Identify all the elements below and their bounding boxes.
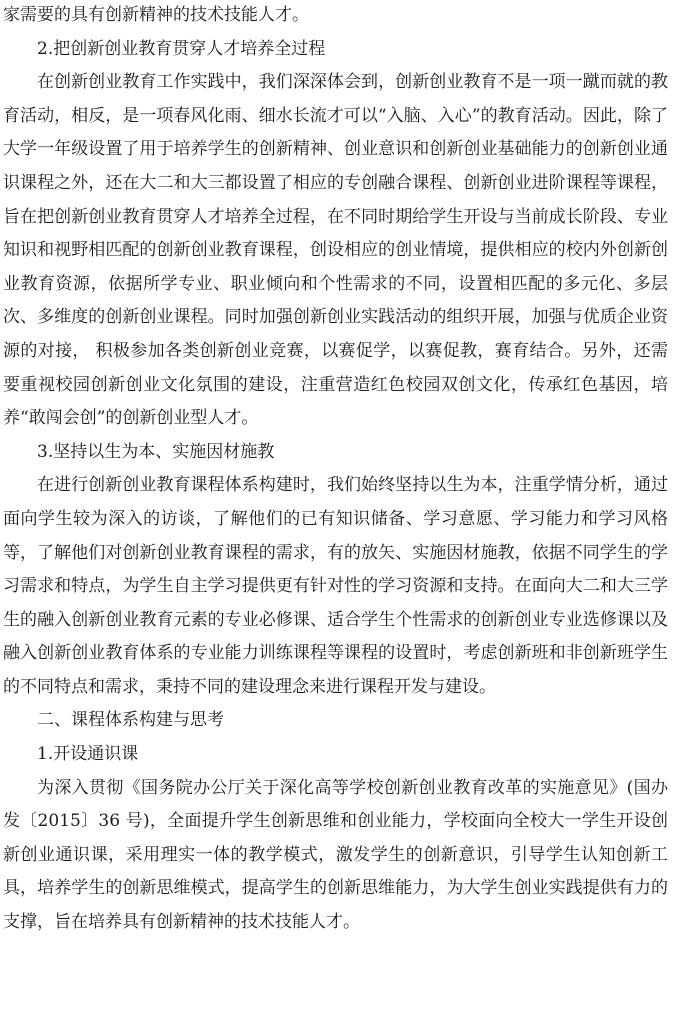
section-heading-1: 1.开设通识课 — [37, 744, 139, 765]
paragraph-body: 在进行创新创业教育课程体系构建时，我们始终坚持以生为本，注重学情分析，通过面向学生较为深入的访谈，了解他们的已有知识储备、学习意愿、学习能力和学习风格等，了解他们对创新创业教育课程的需求，有的放矢、实施因材施教，依据不同学生的学习需求和特点，为学生自主学习提供更有针对性的学习资源和支持。在面向大二和大三学生的融入创新创业教育元素的专业必修课、适合学生个性需求的创新创业专业选修课以及融入创新创业教育体系的专业能力训练课程等课程的设置时，考虑创新班和非创新班学生的不同特点和需求，秉持不同的建设理念来进行课程开发与建设。 — [3, 475, 668, 697]
paragraph-body: 为深入贯彻《国务院办公厅关于深化高等学校创新创业教育改革的实施意见》(国办发〔2015〕36 号)，全面提升学生创新思维和创业能力，学校面向全校大一学生开设创新创业通识课，采用理实一体的教学模式，激发学生的创新意识，引导学生认知创新工具，培养学生的创新思维模式，提高学生的创新思维能力，为大学生创业实践提供有力的支撑，旨在培养具有创新精神的技术技能人才。 — [3, 777, 668, 933]
paragraph-continuation: 家需要的具有创新精神的技术技能人才。 — [3, 5, 309, 25]
chapter-heading: 二、课程体系构建与思考 — [37, 710, 224, 731]
section-heading-2: 2.把创新创业教育贯穿人才培养全过程 — [37, 38, 326, 59]
document-body — [3, 0, 668, 940]
section-heading-3: 3.坚持以生为本、实施因材施教 — [37, 441, 275, 462]
paragraph-body: 在创新创业教育工作实践中，我们深深体会到，创新创业教育不是一项一蹴而就的教育活动，相反，是一项春风化雨、细水长流才可以“入脑、入心”的教育活动。因此，除了大学一年级设置了用于培养学生的创新精神、创业意识和创新创业基础能力的创新创业通识课程之外，还在大二和大三都设置了相应的专创融合课程、创新创业进阶课程等课程，旨在把创新创业教育贯穿人才培养全过程，在不同时期给学生开设与当前成长阶段、专业知识和视野相匹配的创新创业教育课程，创设相应的创业情境，提供相应的校内外创新创业教育资源，依据所学专业、职业倾向和个性需求的不同，设置相匹配的多元化、多层次、多维度的创新创业课程。同时加强创新创业实践活动的组织开展，加强与优质企业资源的对接， 积极参加各类创新创业竞赛，以赛促学，以赛促教，赛育结合。另外，还需要重视校园创新创业文化氛围的建设，注重营造红色校园双创文化，传承红色基因，培养“敢闯会创”的创新创业型人才。 — [3, 72, 668, 429]
